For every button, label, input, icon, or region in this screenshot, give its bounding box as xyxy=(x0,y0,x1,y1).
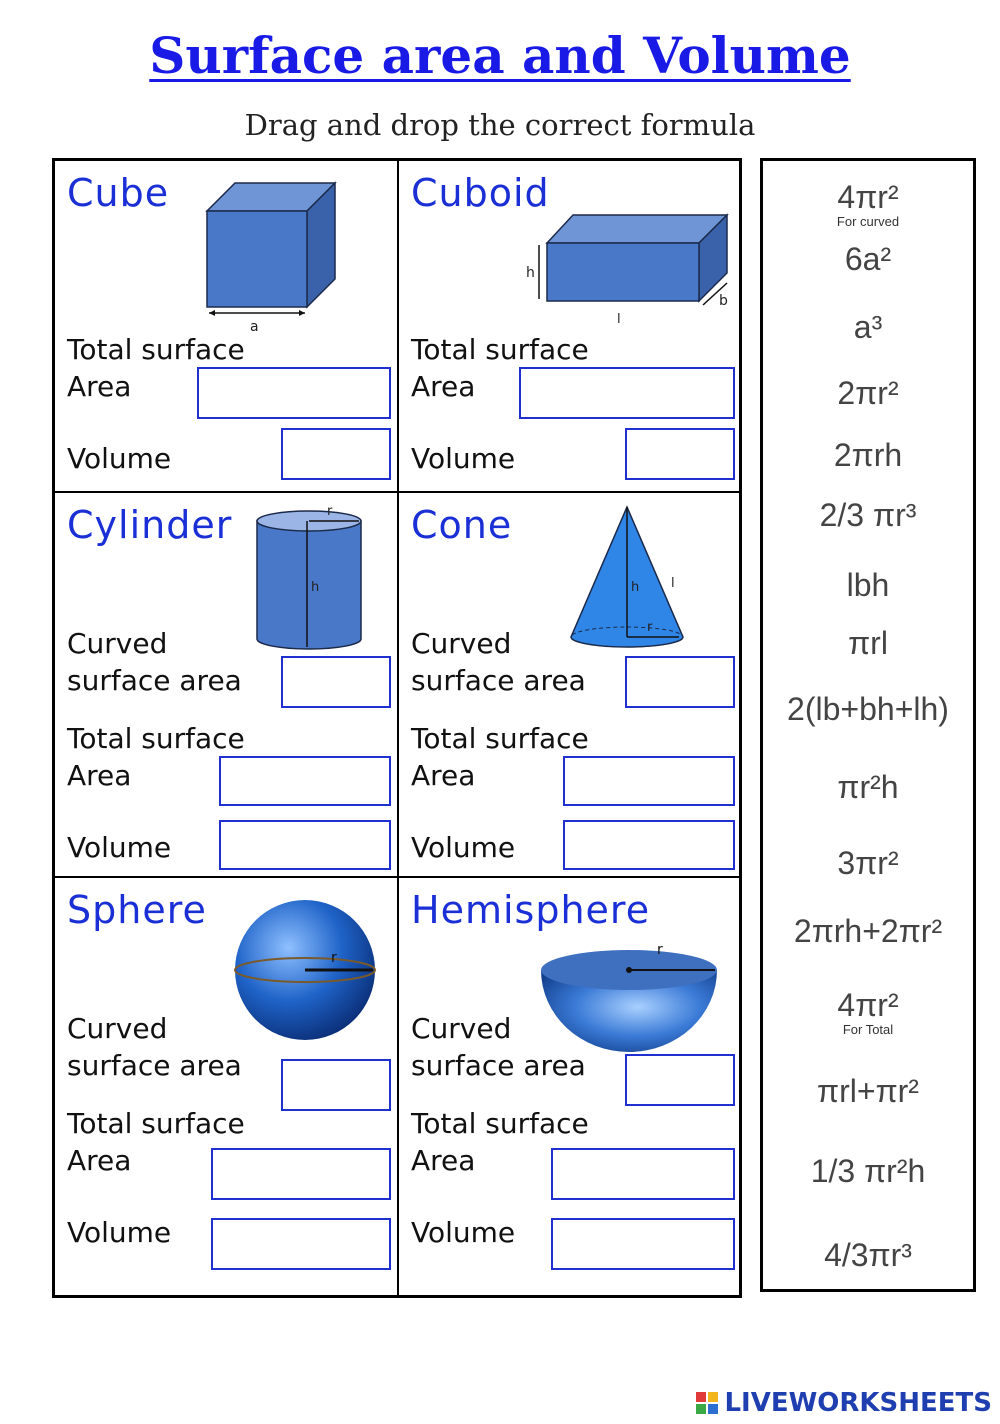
cylinder-csa-label-2: surface area xyxy=(67,664,242,697)
cone-csa-label-1: Curved xyxy=(411,627,512,660)
formula-chip[interactable]: 2/3 πr³ xyxy=(819,497,917,533)
cylinder-csa-label-1: Curved xyxy=(67,627,168,660)
formula-note: For curved xyxy=(836,214,900,229)
cuboid-figure xyxy=(517,209,737,329)
sphere-tsa-drop-box[interactable] xyxy=(211,1148,391,1200)
cylinder-dim-r: r xyxy=(327,504,333,519)
hemisphere-csa-drop-box[interactable] xyxy=(625,1054,735,1106)
formula-chip[interactable]: πrl+πr² xyxy=(817,1073,919,1109)
logo-icon xyxy=(696,1392,718,1414)
cylinder-tsa-label-2: Area xyxy=(67,759,132,792)
cuboid-cell xyxy=(397,161,739,491)
cone-cell xyxy=(397,491,739,876)
formula-chip[interactable]: 3πr² xyxy=(837,845,899,881)
cylinder-figure xyxy=(251,503,367,653)
cone-tsa-label-1: Total surface xyxy=(411,722,589,755)
cylinder-tsa-label-1: Total surface xyxy=(67,722,245,755)
cuboid-dim-b: b xyxy=(719,293,728,309)
liveworksheets-logo xyxy=(696,1388,992,1418)
sphere-tsa-label-1: Total surface xyxy=(67,1107,245,1140)
hemisphere-tsa-drop-box[interactable] xyxy=(551,1148,735,1200)
hemisphere-csa-label-2: surface area xyxy=(411,1049,586,1082)
hemisphere-csa-label-1: Curved xyxy=(411,1012,512,1045)
formula-chip[interactable]: 2πr² xyxy=(837,375,899,411)
cuboid-tsa-label-2: Area xyxy=(411,370,476,403)
sphere-volume-drop-box[interactable] xyxy=(211,1218,391,1270)
hemisphere-volume-drop-box[interactable] xyxy=(551,1218,735,1270)
cube-volume-drop-box[interactable] xyxy=(281,428,391,480)
formula-chip[interactable]: a³ xyxy=(853,309,883,345)
cone-dim-h: h xyxy=(631,580,640,595)
cone-title: Cone xyxy=(411,503,513,547)
cone-volume-label: Volume xyxy=(411,831,516,864)
sphere-tsa-label-2: Area xyxy=(67,1144,132,1177)
cone-csa-drop-box[interactable] xyxy=(625,656,735,708)
hemisphere-figure xyxy=(537,940,727,1060)
cuboid-volume-drop-box[interactable] xyxy=(625,428,735,480)
hemisphere-cell xyxy=(397,876,739,1295)
cone-dim-l: l xyxy=(671,576,675,591)
cylinder-csa-drop-box[interactable] xyxy=(281,656,391,708)
cylinder-tsa-drop-box[interactable] xyxy=(219,756,391,806)
cube-tsa-label-2: Area xyxy=(67,370,132,403)
cuboid-title: Cuboid xyxy=(411,171,550,215)
cylinder-cell xyxy=(55,491,397,876)
cylinder-title: Cylinder xyxy=(67,503,233,547)
sphere-cell xyxy=(55,876,397,1295)
page-title: Surface area and Volume xyxy=(149,26,851,85)
formula-chip[interactable]: πrl xyxy=(848,625,888,661)
cuboid-volume-label: Volume xyxy=(411,442,516,475)
cone-figure xyxy=(567,503,697,653)
cylinder-dim-h: h xyxy=(311,580,320,595)
cuboid-tsa-drop-box[interactable] xyxy=(519,367,735,419)
formula-chip[interactable]: 4πr² For curved xyxy=(763,179,973,229)
cube-tsa-label-1: Total surface xyxy=(67,333,245,366)
cone-dim-r: r xyxy=(647,620,653,635)
cube-title: Cube xyxy=(67,171,170,215)
cube-dim-a: a xyxy=(250,319,259,335)
formula-chip[interactable]: 6a² xyxy=(844,241,892,277)
formula-chip[interactable]: 4/3πr³ xyxy=(824,1237,912,1273)
formula-chip[interactable]: 2(lb+bh+lh) xyxy=(787,691,949,727)
hemisphere-volume-label: Volume xyxy=(411,1216,516,1249)
hemisphere-dim-r: r xyxy=(657,942,663,958)
page-subtitle: Drag and drop the correct formula xyxy=(244,108,756,142)
cube-cell xyxy=(55,161,397,491)
sphere-csa-label-1: Curved xyxy=(67,1012,168,1045)
cone-volume-drop-box[interactable] xyxy=(563,820,735,870)
cone-tsa-drop-box[interactable] xyxy=(563,756,735,806)
formula-chip[interactable]: πr²h xyxy=(837,769,899,805)
hemisphere-tsa-label-1: Total surface xyxy=(411,1107,589,1140)
hemisphere-tsa-label-2: Area xyxy=(411,1144,476,1177)
cylinder-volume-label: Volume xyxy=(67,831,172,864)
formula-chip[interactable]: 4πr² For Total xyxy=(763,987,973,1037)
sphere-dim-r: r xyxy=(331,950,337,966)
formula-chip[interactable]: lbh xyxy=(846,567,890,603)
cube-figure xyxy=(195,179,345,339)
formula-bank xyxy=(760,158,976,1292)
cuboid-dim-l: l xyxy=(617,312,621,327)
sphere-title: Sphere xyxy=(67,888,207,932)
shapes-grid xyxy=(52,158,742,1298)
sphere-volume-label: Volume xyxy=(67,1216,172,1249)
hemisphere-title: Hemisphere xyxy=(411,888,651,932)
cone-csa-label-2: surface area xyxy=(411,664,586,697)
cube-tsa-drop-box[interactable] xyxy=(197,367,391,419)
formula-chip[interactable]: 2πrh xyxy=(833,437,903,473)
sphere-csa-label-2: surface area xyxy=(67,1049,242,1082)
sphere-csa-drop-box[interactable] xyxy=(281,1059,391,1111)
sphere-figure xyxy=(225,892,395,1052)
brand-name: LIVEWORKSHEETS xyxy=(724,1388,992,1418)
cylinder-volume-drop-box[interactable] xyxy=(219,820,391,870)
formula-chip[interactable]: 2πrh+2πr² xyxy=(793,913,943,949)
cone-tsa-label-2: Area xyxy=(411,759,476,792)
cube-volume-label: Volume xyxy=(67,442,172,475)
formula-note: For Total xyxy=(842,1022,894,1037)
cuboid-dim-h: h xyxy=(526,265,535,281)
formula-chip[interactable]: 1/3 πr²h xyxy=(810,1153,926,1189)
cuboid-tsa-label-1: Total surface xyxy=(411,333,589,366)
